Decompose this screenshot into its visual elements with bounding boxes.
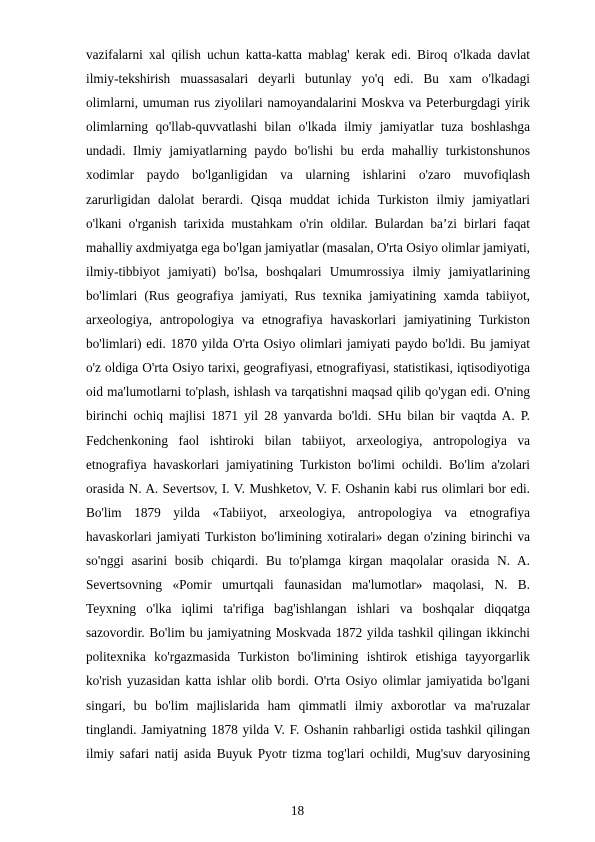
- text-line: birinchi ochiq majlisi 1871 yil 28 yanvarda bo'ldi. SHu bilan bir vaqtda A. P.: [86, 408, 530, 424]
- text-line: so'nggi asarini bosib chiqardi. Bu to'plamga kirgan maqolalar orasida N. A.: [86, 552, 530, 568]
- text-line: Fedchenkoning faol ishtiroki bilan tabiiyot, arxeologiya, antropologiya va: [86, 432, 530, 448]
- text-line: ilmiy-tekshirish muassasalari deyarli butunlay yo'q edi. Bu xam o'lkadagi: [86, 71, 530, 87]
- body-text: [86, 43, 530, 766]
- text-line: havaskorlari jamiyati Turkiston bo'limining xotiralari» degan o'zining birinchi va: [86, 528, 530, 544]
- text-line: olimlarning qo'llab-quvvatlashi bilan o'lkada ilmiy jamiyatlar tuza boshlashga: [86, 119, 530, 135]
- text-line: ko'rish yuzasidan katta ishlar olib bordi. O'rta Osiyo olimlar jamiyatida bo'lgani: [86, 673, 530, 689]
- page-number: 18: [290, 803, 305, 818]
- text-line: orasida N. A. Severtsov, I. V. Mushketov, V. F. Oshanin kabi rus olimlari bor edi.: [86, 480, 530, 496]
- text-line: Bo'lim 1879 yilda «Tabiiyot, arxeologiya, antropologiya va etnografiya: [86, 504, 530, 520]
- text-line: olimlarni, umuman rus ziyolilari namoyandalarini Moskva va Peterburgdagi yirik: [86, 95, 530, 111]
- text-line: undadi. Ilmiy jamiyatlarning paydo bo'lishi bu erda mahalliy turkistonshunos: [86, 143, 530, 159]
- text-line: vazifalarni xal qilish uchun katta-katta mablag' kerak edi. Biroq o'lkada davlat: [86, 47, 530, 62]
- text-line: singari, bu bo'lim majlislarida ham qimmatli ilmiy axborotlar va ma'ruzalar: [86, 697, 530, 713]
- text-line: etnografiya havaskorlari jamiyatining Turkiston bo'limi ochildi. Bo'lim a'zolari: [86, 456, 530, 472]
- text-line: ilmiy safari natij asida Buyuk Pyotr tizma tog'lari ochildi, Mug'suv daryosining: [86, 745, 530, 761]
- text-line: o'lkani o'rganish tarixida mustahkam o'rin oldilar. Bulardan ba’zi birlari faqat: [86, 215, 530, 231]
- text-line: Teyxning o'lka iqlimi ta'rifiga bag'ishlangan ishlari va boshqalar diqqatga: [86, 601, 530, 617]
- text-line: o'z oldiga O'rta Osiyo tarixi, geografiyasi, etnografiyasi, statistikasi, iqtisodiyotiga: [86, 360, 530, 376]
- text-line: mahalliy axdmiyatga ega bo'lgan jamiyatlar (masalan, O'rta Osiyo olimlar jamiyati,: [86, 239, 530, 255]
- text-line: tinglandi. Jamiyatning 1878 yilda V. F. Oshanin rahbarligi ostida tashkil qilingan: [86, 721, 530, 737]
- text-line: bo'limlari (Rus geografiya jamiyati, Rus texnika jamiyatining xamda tabiiyot,: [86, 287, 530, 303]
- text-line: politexnika ko'rgazmasida Turkiston bo'limining ishtirok etishiga tayyorgarlik: [86, 649, 530, 665]
- text-line: Severtsovning «Pomir umurtqali faunasidan ma'lumotlar» maqolasi, N. B.: [86, 577, 530, 593]
- text-line: zarurligidan dalolat berardi. Qisqa muddat ichida Turkiston ilmiy jamiyatlari: [86, 191, 530, 207]
- text-line: ilmiy-tibbiyot jamiyati) bo'lsa, boshqalari Umumrossiya ilmiy jamiyatlarining: [86, 263, 530, 279]
- text-line: xodimlar paydo bo'lganligidan va ularning ishlarini o'zaro muvofiqlash: [86, 167, 530, 183]
- text-line: bo'limlari) edi. 1870 yilda O'rta Osiyo olimlari jamiyati paydo bo'ldi. Bu jamiyat: [86, 336, 530, 352]
- text-line: arxeologiya, antropologiya va etnografiya havaskorlari jamiyatining Turkiston: [86, 312, 530, 328]
- text-line: oid ma'lumotlarni to'plash, ishlash va tarqatishni maqsad qilib qo'ygan edi. O'ning: [86, 384, 530, 400]
- text-line: sazovordir. Bo'lim bu jamiyatning Moskvada 1872 yilda tashkil qilingan ikkinchi: [86, 625, 530, 641]
